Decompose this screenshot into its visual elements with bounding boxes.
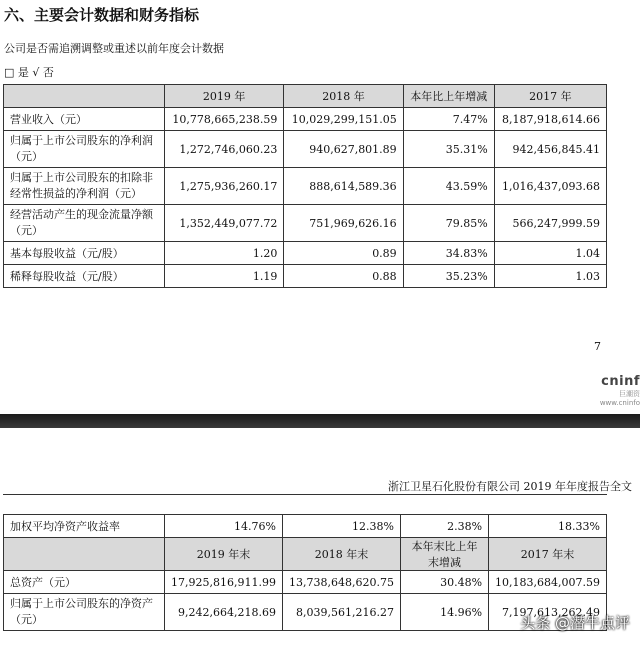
header-cell: 2017 年末 <box>489 538 607 571</box>
value-cell: 1,272,746,060.23 <box>165 131 284 168</box>
header-rule <box>3 494 607 495</box>
value-cell: 0.88 <box>284 265 403 288</box>
table-row <box>4 108 607 131</box>
value-cell: 43.59% <box>403 168 494 205</box>
value-cell: 7,197,613,262.49 <box>489 594 607 631</box>
header-cell: 本年末比上年末增减 <box>400 538 488 571</box>
table-row <box>4 594 607 631</box>
value-cell: 10,183,684,007.59 <box>489 571 607 594</box>
value-cell: 2.38% <box>400 515 488 538</box>
value-cell: 1,352,449,077.72 <box>165 205 284 242</box>
page-separator <box>0 414 640 428</box>
section-title: 六、主要会计数据和财务指标 <box>4 6 200 24</box>
value-cell: 566,247,999.59 <box>494 205 606 242</box>
value-cell: 1.03 <box>494 265 606 288</box>
value-cell: 942,456,845.41 <box>494 131 606 168</box>
value-cell: 35.23% <box>403 265 494 288</box>
value-cell: 888,614,589.36 <box>284 168 403 205</box>
value-cell: 0.89 <box>284 242 403 265</box>
row-label: 经营活动产生的现金流量净额（元） <box>4 205 165 242</box>
report-page-2 <box>0 428 640 646</box>
table-row <box>4 131 607 168</box>
value-cell: 12.38% <box>282 515 400 538</box>
table-row <box>4 242 607 265</box>
table-header-row <box>4 538 607 571</box>
table-row <box>4 168 607 205</box>
value-cell: 1,016,437,093.68 <box>494 168 606 205</box>
row-label: 归属于上市公司股东的净资产（元） <box>4 594 165 631</box>
logo-brand: cninf <box>601 374 640 389</box>
value-cell: 751,969,626.16 <box>284 205 403 242</box>
table-header-row <box>4 85 607 108</box>
watermark-text: 头条 @潜牛点评 <box>520 614 630 632</box>
value-cell: 1.20 <box>165 242 284 265</box>
header-cell <box>4 85 165 108</box>
restatement-options: □ 是 √ 否 <box>4 66 54 79</box>
logo-sub-url: www.cninfo <box>599 399 640 407</box>
header-cell: 本年比上年增减 <box>403 85 494 108</box>
value-cell: 34.83% <box>403 242 494 265</box>
value-cell: 1.04 <box>494 242 606 265</box>
table-row <box>4 515 607 538</box>
value-cell: 940,627,801.89 <box>284 131 403 168</box>
table-row <box>4 265 607 288</box>
value-cell: 1.19 <box>165 265 284 288</box>
value-cell: 14.96% <box>400 594 488 631</box>
value-cell: 79.85% <box>403 205 494 242</box>
value-cell: 17,925,816,911.99 <box>165 571 283 594</box>
value-cell: 18.33% <box>489 515 607 538</box>
row-label: 稀释每股收益（元/股） <box>4 265 165 288</box>
assets-table <box>3 514 607 631</box>
header-cell <box>4 538 165 571</box>
row-label: 归属于上市公司股东的扣除非经常性损益的净利润（元） <box>4 168 165 205</box>
header-cell: 2018 年末 <box>282 538 400 571</box>
value-cell: 8,039,561,216.27 <box>282 594 400 631</box>
value-cell: 35.31% <box>403 131 494 168</box>
value-cell: 7.47% <box>403 108 494 131</box>
value-cell: 10,778,665,238.59 <box>165 108 284 131</box>
header-cell: 2019 年末 <box>165 538 283 571</box>
logo-sub-cn: 巨潮资 <box>619 390 640 398</box>
row-label: 基本每股收益（元/股） <box>4 242 165 265</box>
value-cell: 14.76% <box>165 515 283 538</box>
header-cell: 2017 年 <box>494 85 606 108</box>
header-cell: 2018 年 <box>284 85 403 108</box>
cninfo-logo <box>600 374 640 407</box>
report-header: 浙江卫星石化股份有限公司 2019 年年度报告全文 <box>388 480 632 493</box>
value-cell: 13,738,648,620.75 <box>282 571 400 594</box>
table-row <box>4 205 607 242</box>
row-label: 加权平均净资产收益率 <box>4 515 165 538</box>
row-label: 总资产（元） <box>4 571 165 594</box>
value-cell: 30.48% <box>400 571 488 594</box>
header-cell: 2019 年 <box>165 85 284 108</box>
key-financial-table <box>3 84 607 288</box>
page-number: 7 <box>594 340 601 353</box>
value-cell: 8,187,918,614.66 <box>494 108 606 131</box>
restatement-question: 公司是否需追溯调整或重述以前年度会计数据 <box>4 42 224 55</box>
value-cell: 1,275,936,260.17 <box>165 168 284 205</box>
row-label: 归属于上市公司股东的净利润（元） <box>4 131 165 168</box>
value-cell: 10,029,299,151.05 <box>284 108 403 131</box>
table-row <box>4 571 607 594</box>
value-cell: 9,242,664,218.69 <box>165 594 283 631</box>
row-label: 营业收入（元） <box>4 108 165 131</box>
